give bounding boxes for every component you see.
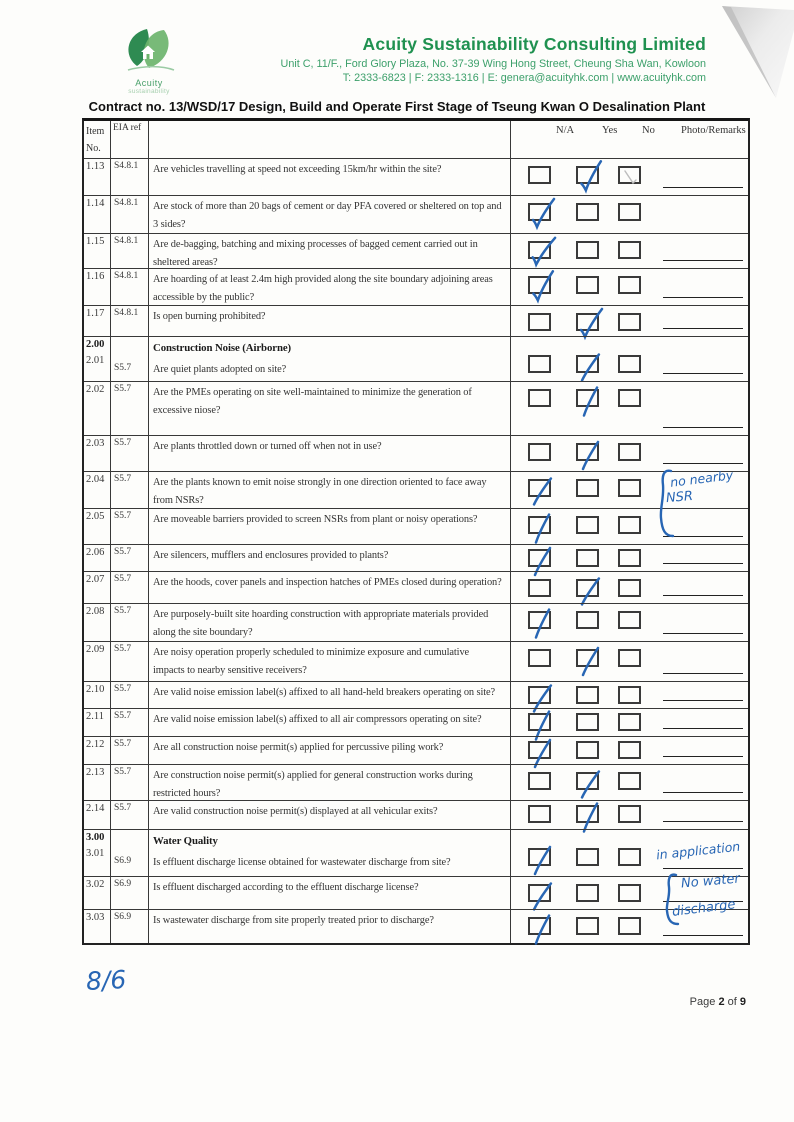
footer-total-pages: 9 — [739, 996, 746, 1008]
document-title: Contract no. 13/WSD/17 Design, Build and Operate First Stage of Tseung Kwan O Desalination Plant — [88, 99, 706, 114]
handwritten-slash-mark — [526, 905, 560, 945]
eia-ref-cell — [111, 337, 149, 381]
question-text: Are valid noise emission label(s) affixed to all air compressors operating on site? — [153, 714, 482, 725]
item-no-cell: 2.05 — [84, 509, 111, 544]
handwritten-slash-mark — [526, 729, 560, 769]
question-cell — [149, 572, 511, 603]
table-row — [84, 603, 748, 641]
question-text: Is wastewater discharge from site properly treated prior to discharge? — [153, 915, 434, 926]
eia-ref-cell: S5.7 — [111, 765, 149, 800]
eia-ref-cell: S5.7 — [111, 604, 149, 641]
header-answer-columns — [511, 121, 748, 158]
handwritten-check-mark — [574, 301, 608, 341]
header-question-column — [149, 121, 511, 158]
item-no-cell: 1.13 — [84, 159, 111, 195]
checkbox-no — [618, 686, 641, 704]
section-title: Construction Noise (Airborne) — [153, 342, 292, 354]
page-number-footer — [690, 996, 746, 1008]
remarks-line — [663, 595, 743, 596]
item-no-cell: 2.10 — [84, 682, 111, 708]
question-text: Are the hoods, cover panels and inspection hatches of PMEs closed during operation? — [153, 577, 502, 588]
question-text: Are vehicles travelling at speed not exceeding 15km/hr within the site? — [153, 164, 442, 175]
answer-cell — [511, 545, 748, 571]
header-no-label: No. — [86, 143, 101, 154]
section-number: 2.00 — [86, 339, 105, 350]
table-row — [84, 571, 748, 603]
item-no-cell: 2.03 — [84, 436, 111, 471]
company-address: Unit C, 11/F., Ford Glory Plaza, No. 37-39 Wing Hong Street, Cheung Sha Wan, Kowloon — [280, 58, 706, 70]
checklist-table — [82, 118, 750, 945]
item-no-cell — [84, 830, 111, 876]
checkbox-no — [618, 848, 641, 866]
remarks-line — [663, 792, 743, 793]
eia-ref-cell: S5.7 — [111, 801, 149, 829]
checkbox-yes — [576, 479, 599, 497]
table-row — [84, 876, 748, 909]
item-no-cell: 3.02 — [84, 877, 111, 909]
checkbox-yes — [576, 516, 599, 534]
checkbox-na — [528, 884, 551, 902]
checkbox-na — [528, 848, 551, 866]
checkbox-na — [528, 611, 551, 629]
item-no-cell: 1.16 — [84, 269, 111, 305]
remarks-line — [663, 563, 743, 564]
question-text: Are moveable barriers provided to screen NSRs from plant or noisy operations? — [153, 514, 478, 525]
footer-page-word: Page — [689, 996, 716, 1008]
question-cell — [149, 801, 511, 829]
handwritten-slash-mark — [526, 836, 560, 876]
question-cell — [149, 269, 511, 305]
question-cell — [149, 682, 511, 708]
answer-cell — [511, 196, 748, 233]
item-no-cell: 2.09 — [84, 642, 111, 681]
checkbox-yes — [576, 443, 599, 461]
checkbox-no — [618, 741, 641, 759]
handwritten-note-nsr-line1: no nearby — [669, 467, 734, 490]
answer-cell — [511, 269, 748, 305]
handwritten-slash-mark — [574, 431, 608, 471]
eia-ref-cell: S4.8.1 — [111, 234, 149, 268]
table-row — [84, 268, 748, 305]
answer-cell — [511, 234, 748, 268]
handwritten-slash-mark — [574, 567, 608, 607]
remarks-line — [663, 633, 743, 634]
checkbox-yes — [576, 611, 599, 629]
eia-ref-cell: S4.8.1 — [111, 196, 149, 233]
answer-cell — [511, 604, 748, 641]
checkbox-yes — [576, 276, 599, 294]
eia-ref-cell: S5.7 — [111, 572, 149, 603]
question-text: Is effluent discharged according to the effluent discharge license? — [153, 882, 419, 893]
question-cell — [149, 382, 511, 435]
eia-ref: S5.7 — [114, 363, 132, 373]
question-text: Are silencers, mufflers and enclosures provided to plants? — [153, 550, 389, 561]
handwritten-slash-mark — [574, 793, 608, 833]
logo-tagline: sustainability — [128, 88, 170, 95]
eia-ref: S6.9 — [114, 856, 132, 866]
question-cell — [149, 545, 511, 571]
eia-ref-cell: S5.7 — [111, 545, 149, 571]
handwritten-check-mark — [526, 229, 560, 269]
handwritten-check-mark — [574, 154, 608, 194]
table-row — [84, 158, 748, 195]
checkbox-na — [528, 805, 551, 823]
item-no-cell: 2.06 — [84, 545, 111, 571]
table-row — [84, 381, 748, 435]
question-cell — [149, 159, 511, 195]
footer-of-word: of — [727, 996, 737, 1008]
question-text: Are construction noise permit(s) applied for general construction works during restricted hours? — [153, 770, 473, 799]
table-row — [84, 336, 748, 381]
eia-ref-cell: S4.8.1 — [111, 159, 149, 195]
checkbox-no — [618, 276, 641, 294]
eia-ref-cell: S5.7 — [111, 737, 149, 764]
remarks-line — [663, 868, 743, 869]
table-row — [84, 508, 748, 544]
item-number: 3.01 — [86, 848, 105, 859]
item-no-cell: 1.14 — [84, 196, 111, 233]
eia-ref-cell: S5.7 — [111, 709, 149, 736]
header-item-no — [84, 121, 111, 158]
checkbox-no — [618, 203, 641, 221]
checkbox-na — [528, 443, 551, 461]
handwritten-slash-mark — [526, 599, 560, 639]
checkbox-no — [618, 166, 641, 184]
checkbox-yes — [576, 203, 599, 221]
checkbox-no — [618, 917, 641, 935]
table-row — [84, 641, 748, 681]
item-no-cell: 2.04 — [84, 472, 111, 508]
checkbox-yes — [576, 848, 599, 866]
checkbox-no — [618, 579, 641, 597]
eia-ref-cell: S4.8.1 — [111, 269, 149, 305]
item-no-cell: 1.15 — [84, 234, 111, 268]
eia-ref-cell: S5.7 — [111, 382, 149, 435]
item-no-cell: 2.08 — [84, 604, 111, 641]
eia-ref-cell: S5.7 — [111, 642, 149, 681]
checkbox-no — [618, 549, 641, 567]
header-remarks-label: Photo/Remarks — [681, 125, 746, 136]
checkbox-na — [528, 579, 551, 597]
company-contact: T: 2333-6823 | F: 2333-1316 | E: genera@acuityhk.com | www.acuityhk.com — [342, 72, 706, 84]
table-row — [84, 800, 748, 829]
checkbox-na — [528, 772, 551, 790]
table-row — [84, 829, 748, 876]
item-no-cell: 2.02 — [84, 382, 111, 435]
checkbox-yes — [576, 166, 599, 184]
answer-cell — [511, 737, 748, 764]
answer-cell — [511, 382, 748, 435]
handwritten-slash-mark — [574, 637, 608, 677]
question-cell — [149, 436, 511, 471]
handwritten-check-mark — [526, 191, 560, 231]
question-cell — [149, 337, 511, 381]
checkbox-yes — [576, 389, 599, 407]
checkbox-yes — [576, 649, 599, 667]
checkbox-yes — [576, 355, 599, 373]
item-number: 2.01 — [86, 355, 105, 366]
header-yes-label: Yes — [602, 125, 618, 136]
item-no-cell: 1.17 — [84, 306, 111, 336]
checkbox-yes — [576, 772, 599, 790]
checkbox-yes — [576, 805, 599, 823]
handwritten-date-mark: 8/6 — [85, 964, 127, 997]
checkbox-no — [618, 241, 641, 259]
handwritten-note-water-line2: discharge — [671, 897, 737, 920]
remarks-line — [663, 427, 743, 428]
answer-cell — [511, 337, 748, 381]
table-header-row — [84, 121, 748, 158]
checkbox-yes — [576, 884, 599, 902]
checkbox-no — [618, 516, 641, 534]
answer-cell — [511, 436, 748, 471]
remarks-line — [663, 756, 743, 757]
checkbox-yes — [576, 741, 599, 759]
question-cell — [149, 604, 511, 641]
table-row — [84, 909, 748, 943]
company-name: Acuity Sustainability Consulting Limited — [362, 34, 706, 54]
question-text: Are de-bagging, batching and mixing processes of bagged cement carried out in sheltered areas? — [153, 239, 478, 268]
logo-wordmark: Acuity — [135, 78, 163, 88]
checkbox-no — [618, 479, 641, 497]
remarks-line — [663, 673, 743, 674]
question-cell — [149, 765, 511, 800]
remarks-line — [663, 260, 743, 261]
table-row — [84, 736, 748, 764]
question-text: Are stock of more than 20 bags of cement or day PFA covered or sheltered on top and 3 sides? — [153, 201, 502, 230]
section-title: Water Quality — [153, 835, 218, 847]
remarks-line — [663, 373, 743, 374]
header-eia-ref: EIA ref — [111, 121, 149, 158]
item-no-cell: 2.14 — [84, 801, 111, 829]
question-text: Are valid construction noise permit(s) displayed at all vehicular exits? — [153, 806, 438, 817]
table-row — [84, 195, 748, 233]
table-row — [84, 708, 748, 736]
question-text: Are quiet plants adopted on site? — [153, 364, 287, 375]
letterhead — [281, 34, 706, 84]
checkbox-na — [528, 313, 551, 331]
checkbox-na — [528, 203, 551, 221]
checkbox-na — [528, 166, 551, 184]
answer-cell — [511, 306, 748, 336]
checkbox-na — [528, 276, 551, 294]
checkbox-no — [618, 355, 641, 373]
table-row — [84, 764, 748, 800]
question-cell — [149, 737, 511, 764]
checkbox-na — [528, 389, 551, 407]
table-row — [84, 471, 748, 508]
table-row — [84, 233, 748, 268]
answer-cell — [511, 801, 748, 829]
eia-ref-cell: S6.9 — [111, 877, 149, 909]
eia-ref-cell: S5.7 — [111, 682, 149, 708]
question-cell — [149, 196, 511, 233]
table-row — [84, 544, 748, 571]
remarks-line — [663, 700, 743, 701]
question-cell — [149, 234, 511, 268]
checkbox-na — [528, 917, 551, 935]
question-cell — [149, 472, 511, 508]
handwritten-check-mark — [526, 264, 560, 304]
question-text: Is open burning prohibited? — [153, 311, 266, 322]
question-cell — [149, 509, 511, 544]
checkbox-no — [618, 649, 641, 667]
question-cell — [149, 642, 511, 681]
handwritten-note-application: in application — [655, 838, 741, 863]
eia-ref-cell: S5.7 — [111, 472, 149, 508]
answer-cell — [511, 765, 748, 800]
checkbox-na — [528, 241, 551, 259]
question-text: Are plants throttled down or turned off when not in use? — [153, 441, 382, 452]
eia-ref-cell: S5.7 — [111, 509, 149, 544]
remarks-line — [663, 187, 743, 188]
section-number: 3.00 — [86, 832, 105, 843]
faint-pencil-mark — [616, 154, 650, 194]
handwritten-note-nsr-line2: NSR — [665, 488, 694, 507]
eia-ref-cell: S4.8.1 — [111, 306, 149, 336]
checkbox-na — [528, 516, 551, 534]
company-logo — [114, 26, 184, 95]
checkbox-yes — [576, 579, 599, 597]
handwritten-slash-mark — [526, 467, 560, 507]
checkbox-yes — [576, 686, 599, 704]
footer-current-page: 2 — [718, 996, 725, 1008]
item-no-cell: 2.07 — [84, 572, 111, 603]
checkbox-yes — [576, 241, 599, 259]
header-na-label: N/A — [556, 125, 575, 136]
checkbox-na — [528, 741, 551, 759]
item-no-cell — [84, 337, 111, 381]
checkbox-na — [528, 355, 551, 373]
checkbox-na — [528, 649, 551, 667]
checkbox-no — [618, 611, 641, 629]
remarks-line — [663, 728, 743, 729]
item-no-cell: 2.11 — [84, 709, 111, 736]
question-text: Are all construction noise permit(s) applied for percussive piling work? — [153, 742, 444, 753]
question-cell — [149, 877, 511, 909]
question-text: Are noisy operation properly scheduled to minimize exposure and cumulative impacts to nearby sensitive receivers? — [153, 647, 470, 676]
handwritten-slash-mark — [574, 377, 608, 417]
handwritten-brace-water — [660, 872, 682, 928]
question-text: Are valid noise emission label(s) affixed to all hand-held breakers operating on site? — [153, 687, 496, 698]
checkbox-yes — [576, 917, 599, 935]
checkbox-no — [618, 713, 641, 731]
handwritten-note-water-line1: No water — [680, 871, 741, 892]
remarks-line — [663, 328, 743, 329]
header-item-label: Item — [86, 126, 105, 137]
question-cell — [149, 709, 511, 736]
answer-cell — [511, 159, 748, 195]
checkbox-na — [528, 479, 551, 497]
question-text: Is effluent discharge license obtained for wastewater discharge from site? — [153, 857, 451, 868]
checkbox-na — [528, 549, 551, 567]
eia-ref-cell: S5.7 — [111, 436, 149, 471]
question-cell — [149, 306, 511, 336]
item-no-cell: 2.12 — [84, 737, 111, 764]
question-cell — [149, 830, 511, 876]
checkbox-no — [618, 443, 641, 461]
eia-ref-cell: S6.9 — [111, 910, 149, 943]
table-row — [84, 305, 748, 336]
checkbox-no — [618, 772, 641, 790]
checkbox-no — [618, 313, 641, 331]
checkbox-yes — [576, 313, 599, 331]
question-text: Are purposely-built site hoarding construction with appropriate materials provided along the site boundary? — [153, 609, 489, 638]
header-no-col-label: No — [642, 125, 655, 136]
item-no-cell: 2.13 — [84, 765, 111, 800]
remarks-line — [663, 463, 743, 464]
item-no-cell: 3.03 — [84, 910, 111, 943]
question-cell — [149, 910, 511, 943]
checkbox-yes — [576, 713, 599, 731]
leaf-logo-icon — [120, 26, 178, 72]
eia-ref-cell — [111, 830, 149, 876]
question-text: Are the PMEs operating on site well-maintained to minimize the generation of excessive niose? — [153, 387, 472, 416]
question-text: Are hoarding of at least 2.4m high provided along the site boundary adjoining areas accessible by the public? — [153, 274, 493, 303]
remarks-line — [663, 935, 743, 936]
remarks-line — [663, 821, 743, 822]
table-row — [84, 435, 748, 471]
checkbox-yes — [576, 549, 599, 567]
checkbox-no — [618, 389, 641, 407]
question-text: Are the plants known to emit noise strongly in one direction oriented to face away from NSRs? — [153, 477, 487, 506]
checkbox-no — [618, 805, 641, 823]
checkbox-no — [618, 884, 641, 902]
remarks-line — [663, 297, 743, 298]
table-row — [84, 681, 748, 708]
checklist-rows — [84, 158, 748, 943]
